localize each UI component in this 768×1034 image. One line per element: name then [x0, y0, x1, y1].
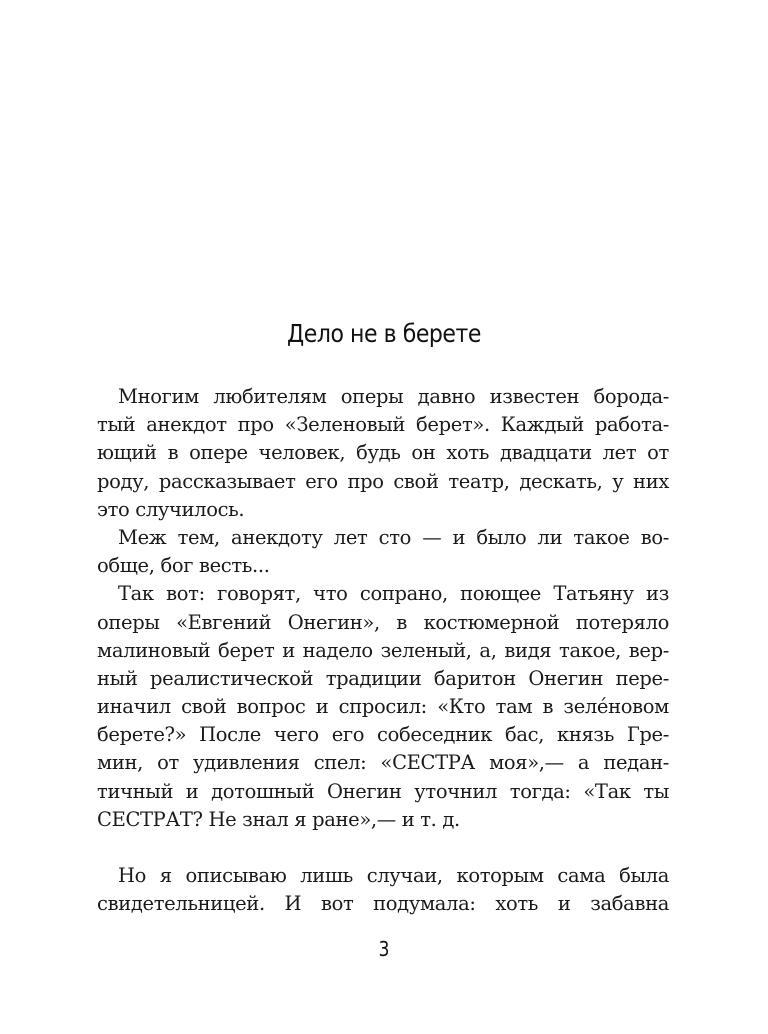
page-number: 3 — [378, 937, 390, 961]
text-line: тичный и дотошный Онегин уточнил тогда: «Так ты — [97, 779, 669, 803]
text-line: берете?» После чего его собеседник бас, князь Гре- — [97, 723, 669, 747]
paragraph-1 — [97, 383, 669, 524]
body-text — [97, 383, 669, 918]
paragraph-spacer — [97, 834, 669, 862]
text-line: Многим любителям оперы давно известен борода- — [118, 385, 669, 408]
text-line: малиновый берет и надело зеленый, а, видя такое, вер- — [97, 638, 669, 662]
text-line: ный реалистической традиции баритон Онегин пере- — [97, 666, 669, 690]
text-line: иначил свой вопрос и спросил: «Кто там в зелéновом — [97, 695, 669, 719]
text-line: оперы «Евгений Онегин», в костюмерной потеряло — [97, 610, 669, 634]
text-line: тый анекдот про «Зеленовый берет». Каждый работа- — [97, 413, 669, 437]
text-line: Так вот: говорят, что сопрано, поющее Татьяну из — [118, 582, 669, 606]
text-line: роду, рассказывает его про свой театр, дескать, у них — [97, 469, 669, 493]
text-line: СЕСТРАТ? Не знал я ране»,— и т. д. — [97, 807, 460, 831]
chapter-title: Дело не в берете — [286, 318, 482, 348]
paragraph-2 — [97, 524, 669, 580]
text-line: мин, от удивления спел: «СЕСТРА моя»,— а педан- — [97, 751, 669, 775]
text-line: обще, бог весть... — [97, 554, 270, 578]
text-line: Меж тем, анекдоту лет сто — и было ли такое во- — [118, 525, 669, 549]
text-line: свидетельницей. И вот подумала: хоть и забавна — [97, 892, 669, 916]
paragraph-3 — [97, 580, 669, 834]
paragraph-4 — [97, 862, 669, 918]
text-line: это случилось. — [97, 497, 245, 521]
text-line: ющий в опере человек, будь он хоть двадцати лет от — [97, 441, 669, 465]
text-line: Но я описываю лишь случаи, которым сама была — [118, 864, 669, 887]
